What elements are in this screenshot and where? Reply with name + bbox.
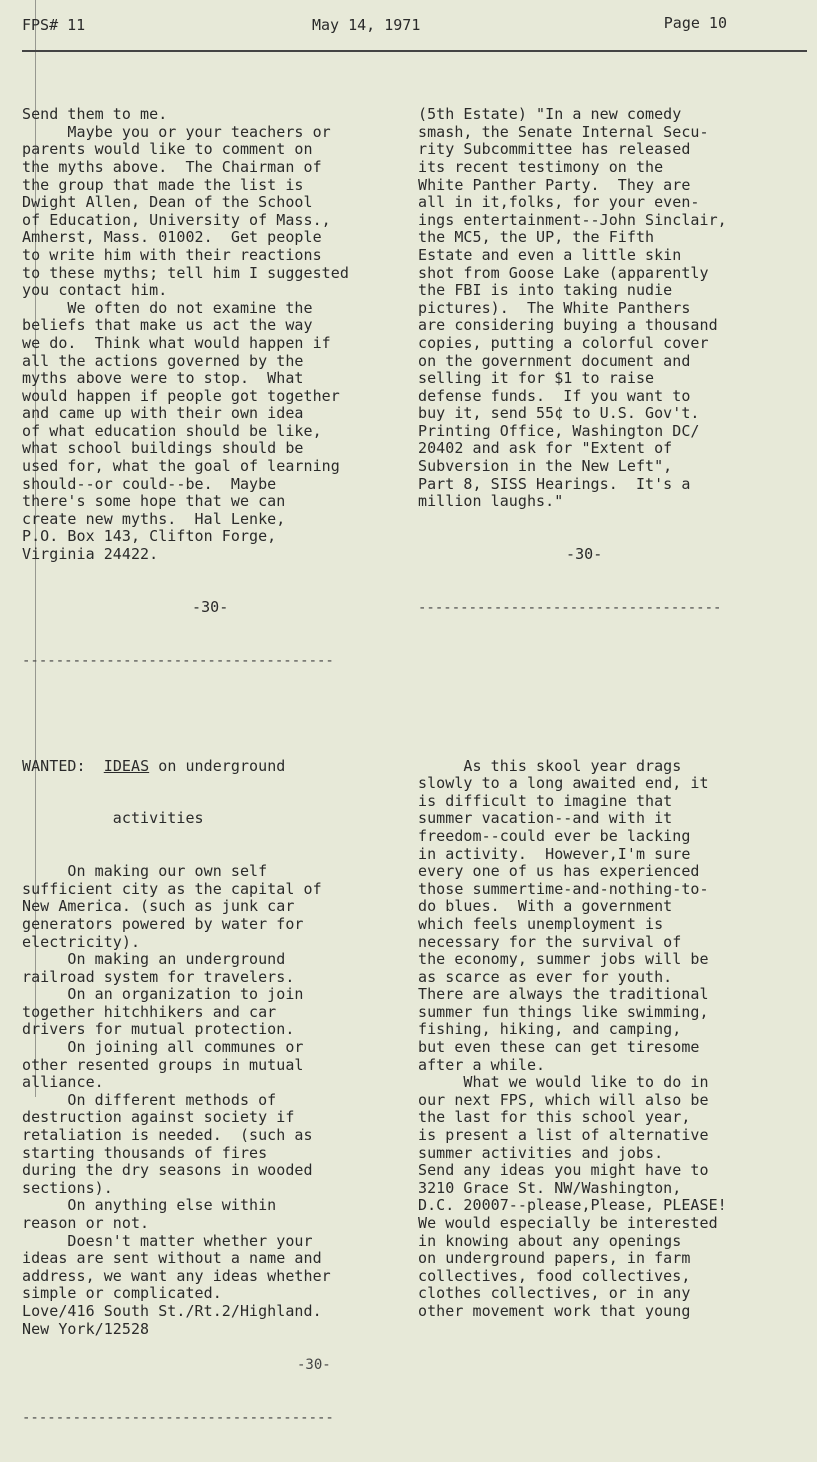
text-line: the economy, summer jobs will be <box>418 950 709 969</box>
text-line: those summertime-and-nothing-to- <box>418 879 709 898</box>
text-line: do blues. With a government <box>418 897 673 916</box>
fifth-estate-article <box>418 106 803 511</box>
spacer <box>418 652 803 670</box>
text-line: all in it,folks, for your even- <box>418 193 700 212</box>
issue-date: May 14, 1971 <box>312 16 421 34</box>
text-line: Printing Office, Washington DC/ <box>418 421 700 440</box>
text-line: Dwight Allen, Dean of the School <box>22 193 313 212</box>
text-line: used for, what the goal of learning <box>22 457 340 476</box>
text-line: White Panther Party. They are <box>418 175 691 194</box>
text-line: other resented groups in mutual <box>22 1055 304 1074</box>
text-line: We would especially be interested <box>418 1214 718 1232</box>
text-line: but even these can get tiresome <box>418 1038 700 1057</box>
text-line: What we would like to do in <box>418 1073 709 1092</box>
text-line: you contact him. <box>22 281 168 300</box>
text-line: 3210 Grace St. NW/Washington, <box>418 1178 682 1197</box>
spacer <box>418 705 803 723</box>
text-line: As this skool year drags <box>418 756 682 775</box>
text-line: other movement work that young <box>418 1301 691 1320</box>
text-line: every one of us has experienced <box>418 862 700 881</box>
text-line: smash, the Senate Internal Secu- <box>418 122 709 141</box>
text-line: there's some hope that we can <box>22 492 286 511</box>
section-divider: ------------------------------------- <box>22 1409 334 1426</box>
end-mark: -30- <box>297 1356 331 1373</box>
text-line: D.C. 20007--please,Please, PLEASE! <box>418 1196 727 1215</box>
text-line: Send any ideas you might have to <box>418 1161 709 1180</box>
text-line: Subversion in the New Left", <box>418 457 673 476</box>
text-line: address, we want any ideas whether <box>22 1266 331 1285</box>
text-line: collectives, food collectives, <box>418 1266 691 1285</box>
text-line: Virginia 24422. <box>22 545 159 564</box>
text-line: There are always the traditional <box>418 985 709 1004</box>
text-line: create new myths. Hal Lenke, <box>22 509 286 528</box>
issue-number: FPS# 11 <box>22 16 86 34</box>
text-line: summer vacation--and with it <box>418 809 673 828</box>
text-line: copies, putting a colorful cover <box>418 333 709 352</box>
page-number: Page 10 <box>663 14 727 32</box>
text-line: and came up with their own idea <box>22 404 304 423</box>
text-line: On anything else within <box>22 1196 277 1215</box>
end-mark: -30- <box>566 545 603 564</box>
text-line: summer fun things like swimming, <box>418 1002 709 1021</box>
text-line: are considering buying a thousand <box>418 316 718 335</box>
text-line: we do. Think what would happen if <box>22 333 331 352</box>
text-line: We often do not examine the <box>22 298 313 317</box>
text-line: is present a list of alternative <box>418 1126 709 1145</box>
text-line: Maybe you or your teachers or <box>22 122 331 141</box>
text-line: sufficient city as the capital of <box>22 879 322 898</box>
text-line: fishing, hiking, and camping, <box>418 1020 682 1039</box>
text-line: On making an underground <box>22 950 286 969</box>
left-column <box>22 71 407 1462</box>
text-line: which feels unemployment is <box>418 914 664 933</box>
text-line: of what education should be like, <box>22 421 322 440</box>
text-line: On different methods of <box>22 1090 277 1109</box>
text-line: parents would like to comment on <box>22 140 313 159</box>
wanted-article <box>22 863 407 1338</box>
text-line: 20402 and ask for "Extent of <box>418 439 673 458</box>
text-line: what school buildings should be <box>22 439 304 458</box>
text-line: freedom--could ever be lacking <box>418 826 691 845</box>
text-line: Send them to me. <box>22 105 168 124</box>
text-line: selling it for $1 to raise <box>418 369 655 388</box>
text-line: should--or could--be. Maybe <box>22 474 277 493</box>
text-line: after a while. <box>418 1055 546 1074</box>
text-line: Love/416 South St./Rt.2/Highland. <box>22 1301 322 1320</box>
text-line: destruction against society if <box>22 1108 295 1127</box>
text-line: summer activities and jobs. <box>418 1143 664 1162</box>
text-line: starting thousands of fires <box>22 1143 268 1162</box>
myths-article <box>22 106 407 563</box>
text-line: sections). <box>22 1178 113 1197</box>
text-line: (5th Estate) "In a new comedy <box>418 105 682 124</box>
text-line: the FBI is into taking nudie <box>418 281 673 300</box>
text-line: in activity. However,I'm sure <box>418 844 691 863</box>
page-header <box>22 16 757 42</box>
right-column <box>418 71 803 1356</box>
text-line: is difficult to imagine that <box>418 791 673 810</box>
text-line: during the dry seasons in wooded <box>22 1161 313 1180</box>
end-mark: -30- <box>192 597 229 616</box>
text-line: Estate and even a little skin <box>418 245 682 264</box>
text-line: reason or not. <box>22 1214 150 1232</box>
text-line: buy it, send 55¢ to U.S. Gov't. <box>418 404 700 423</box>
text-line: P.O. Box 143, Clifton Forge, <box>22 527 277 546</box>
text-line: On joining all communes or <box>22 1038 304 1057</box>
text-line: retaliation is needed. (such as <box>22 1126 313 1145</box>
text-line: myths above were to stop. What <box>22 369 304 388</box>
text-line: on the government document and <box>418 351 691 370</box>
text-line: rity Subcommittee has released <box>418 140 691 159</box>
text-line: simple or complicated. <box>22 1284 222 1303</box>
text-line: necessary for the survival of <box>418 932 682 951</box>
text-line: the MC5, the UP, the Fifth <box>418 228 655 247</box>
text-line: New America. (such as junk car <box>22 897 295 916</box>
text-line: generators powered by water for <box>22 914 304 933</box>
header-rule <box>22 50 807 52</box>
text-line: On an organization to join <box>22 985 304 1004</box>
text-line: together hitchhikers and car <box>22 1002 277 1021</box>
text-line: railroad system for travelers. <box>22 967 295 986</box>
text-line: million laughs." <box>418 492 564 511</box>
text-line: Amherst, Mass. 01002. Get people <box>22 228 322 247</box>
summer-article <box>418 758 803 1321</box>
text-line: on underground papers, in farm <box>418 1249 691 1268</box>
text-line: alliance. <box>22 1073 104 1092</box>
ideas-label: IDEAS <box>103 756 150 775</box>
text-line: its recent testimony on the <box>418 157 664 176</box>
text-line: all the actions governed by the <box>22 351 304 370</box>
text-line: Part 8, SISS Hearings. It's a <box>418 474 691 493</box>
text-line: of Education, University of Mass., <box>22 210 331 229</box>
text-line: ideas are sent without a name and <box>22 1249 322 1268</box>
text-line: electricity). <box>22 932 141 951</box>
text-line: in knowing about any openings <box>418 1231 682 1250</box>
text-line: pictures). The White Panthers <box>418 298 691 317</box>
text-line: Doesn't matter whether your <box>22 1231 313 1250</box>
text-line: our next FPS, which will also be <box>418 1090 709 1109</box>
section-divider: ------------------------------------- <box>22 652 334 669</box>
text-line: the last for this school year, <box>418 1108 691 1127</box>
text-line: clothes collectives, or in any <box>418 1284 691 1303</box>
wanted-label: WANTED: <box>22 756 86 775</box>
text-line: On making our own self <box>22 862 268 881</box>
text-line: beliefs that make us act the way <box>22 316 313 335</box>
text-line: as scarce as ever for youth. <box>418 967 673 986</box>
text-line: slowly to a long awaited end, it <box>418 774 709 793</box>
text-line: New York/12528 <box>22 1319 150 1338</box>
text-line: to write him with their reactions <box>22 245 322 264</box>
text-line: defense funds. If you want to <box>418 386 691 405</box>
wanted-heading-rest: on underground <box>149 756 286 775</box>
text-line: the myths above. The Chairman of <box>22 157 322 176</box>
text-line: the group that made the list is <box>22 175 304 194</box>
text-line: ings entertainment--John Sinclair, <box>418 210 727 229</box>
text-line: would happen if people got together <box>22 386 340 405</box>
spacer <box>22 705 407 723</box>
text-line: to these myths; tell him I suggested <box>22 263 349 282</box>
text-line: shot from Goose Lake (apparently <box>418 263 709 282</box>
wanted-heading <box>22 758 407 776</box>
text-line: drivers for mutual protection. <box>22 1020 295 1039</box>
section-divider: ------------------------------------ <box>418 599 722 616</box>
wanted-subheading: activities <box>22 809 204 828</box>
